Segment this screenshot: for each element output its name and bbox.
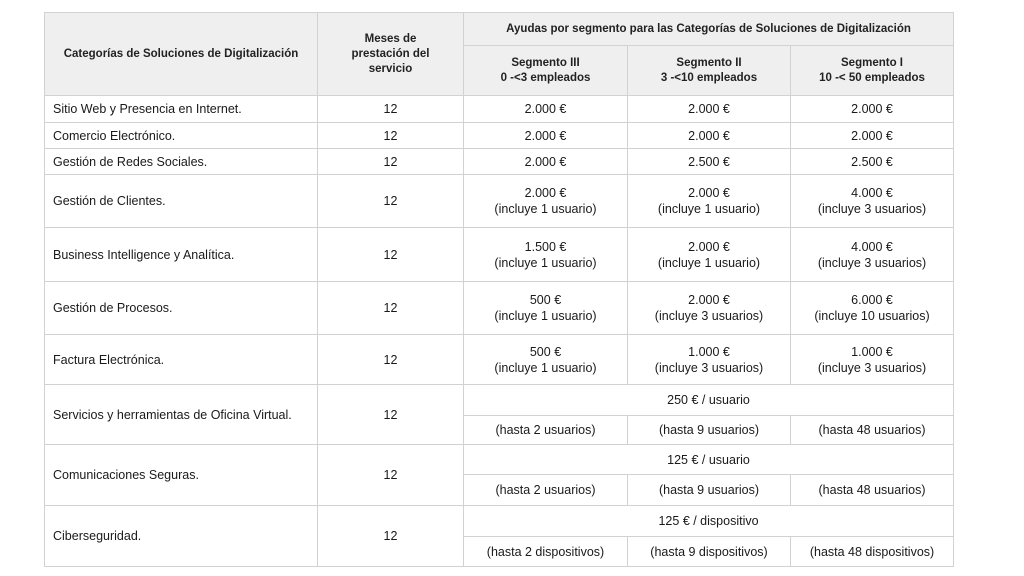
aid-cell bbox=[791, 96, 954, 123]
aid-amount: 2.000 € bbox=[524, 186, 567, 200]
aid-cell bbox=[464, 96, 628, 123]
months-cell: 12 bbox=[318, 175, 464, 228]
aid-cell bbox=[791, 123, 954, 149]
aid-amount: 2.000 € bbox=[524, 154, 567, 169]
limit-cell: (hasta 48 usuarios) bbox=[791, 475, 954, 506]
limit-cell: (hasta 2 dispositivos) bbox=[464, 537, 628, 567]
aid-note: (incluye 1 usuario) bbox=[657, 202, 761, 216]
unit-price-cell: 125 € / usuario bbox=[464, 445, 954, 475]
digitalization-aid-table bbox=[44, 12, 954, 567]
aid-cell bbox=[464, 123, 628, 149]
limit-cell: (hasta 48 usuarios) bbox=[791, 416, 954, 445]
aid-amount: 1.000 € bbox=[851, 344, 893, 359]
table-row bbox=[45, 445, 954, 475]
segment-name: Segmento III bbox=[511, 56, 580, 69]
aid-amount: 2.000 € bbox=[524, 128, 567, 143]
aid-amount: 2.000 € bbox=[851, 128, 893, 143]
months-cell: 12 bbox=[318, 506, 464, 567]
table-row bbox=[45, 506, 954, 537]
months-cell: 12 bbox=[318, 96, 464, 123]
table-row bbox=[45, 228, 954, 282]
aid-note: (incluye 3 usuarios) bbox=[817, 360, 927, 375]
aid-amount: 2.000 € bbox=[688, 186, 730, 200]
category-cell: Business Intelligence y Analítica. bbox=[45, 228, 318, 282]
months-cell: 12 bbox=[318, 228, 464, 282]
months-cell: 12 bbox=[318, 335, 464, 385]
table-row bbox=[45, 96, 954, 123]
aid-note: (incluye 3 usuarios) bbox=[817, 202, 927, 216]
header-segment bbox=[464, 46, 628, 96]
table-row bbox=[45, 385, 954, 416]
unit-price-cell: 125 € / dispositivo bbox=[464, 506, 954, 537]
aid-cell bbox=[464, 282, 628, 335]
aid-cell bbox=[628, 175, 791, 228]
months-cell: 12 bbox=[318, 282, 464, 335]
aid-cell bbox=[628, 282, 791, 335]
aid-amount: 6.000 € bbox=[851, 293, 893, 307]
aid-amount: 2.000 € bbox=[688, 128, 730, 143]
category-cell: Factura Electrónica. bbox=[45, 335, 318, 385]
aid-note: (incluye 3 usuarios) bbox=[817, 255, 927, 270]
category-cell: Gestión de Procesos. bbox=[45, 282, 318, 335]
aid-amount: 2.000 € bbox=[688, 293, 730, 307]
limit-cell: (hasta 2 usuarios) bbox=[464, 475, 628, 506]
header-category: Categorías de Soluciones de Digitalización bbox=[45, 13, 318, 96]
aid-amount: 1.000 € bbox=[688, 344, 730, 359]
aid-note: (incluye 3 usuarios) bbox=[654, 309, 764, 323]
months-cell: 12 bbox=[318, 385, 464, 445]
months-cell: 12 bbox=[318, 149, 464, 175]
aid-amount: 500 € bbox=[529, 344, 562, 359]
aid-cell bbox=[628, 149, 791, 175]
category-cell: Sitio Web y Presencia en Internet. bbox=[45, 96, 318, 123]
category-cell: Gestión de Clientes. bbox=[45, 175, 318, 228]
aid-cell bbox=[791, 335, 954, 385]
segment-range: 3 -<10 empleados bbox=[660, 71, 758, 84]
limit-cell: (hasta 9 usuarios) bbox=[628, 475, 791, 506]
aid-amount: 1.500 € bbox=[524, 239, 567, 254]
category-cell: Comercio Electrónico. bbox=[45, 123, 318, 149]
aid-cell bbox=[628, 228, 791, 282]
table-row bbox=[45, 123, 954, 149]
header-segment bbox=[791, 46, 954, 96]
segment-range: 0 -<3 empleados bbox=[500, 71, 591, 84]
aid-note: (incluye 10 usuarios) bbox=[814, 309, 930, 323]
aid-cell bbox=[791, 228, 954, 282]
table-row bbox=[45, 175, 954, 228]
aid-cell bbox=[464, 175, 628, 228]
table-row bbox=[45, 335, 954, 385]
header-months-label: Meses de prestación del servicio bbox=[351, 32, 430, 75]
aid-amount: 500 € bbox=[529, 293, 562, 307]
aid-note: (incluye 3 usuarios) bbox=[654, 360, 764, 375]
aid-cell bbox=[628, 335, 791, 385]
limit-cell: (hasta 9 usuarios) bbox=[628, 416, 791, 445]
limit-cell: (hasta 48 dispositivos) bbox=[791, 537, 954, 567]
aid-cell bbox=[464, 335, 628, 385]
category-cell: Gestión de Redes Sociales. bbox=[45, 149, 318, 175]
segment-name: Segmento I bbox=[841, 56, 903, 69]
aid-amount: 2.000 € bbox=[851, 102, 893, 116]
aid-note: (incluye 1 usuario) bbox=[657, 255, 761, 270]
aid-cell bbox=[628, 96, 791, 123]
aid-amount: 2.500 € bbox=[851, 154, 893, 169]
aid-cell bbox=[791, 175, 954, 228]
unit-price-cell: 250 € / usuario bbox=[464, 385, 954, 416]
aid-amount: 2.500 € bbox=[688, 154, 730, 169]
aid-amount: 2.000 € bbox=[688, 239, 730, 254]
aid-cell bbox=[791, 282, 954, 335]
category-cell: Comunicaciones Seguras. bbox=[45, 445, 318, 506]
aid-amount: 4.000 € bbox=[851, 186, 893, 200]
table-row bbox=[45, 149, 954, 175]
aid-note: (incluye 1 usuario) bbox=[494, 360, 597, 375]
limit-cell: (hasta 9 dispositivos) bbox=[628, 537, 791, 567]
aid-cell bbox=[791, 149, 954, 175]
aid-amount: 2.000 € bbox=[688, 102, 730, 116]
segment-name: Segmento II bbox=[676, 56, 742, 69]
limit-cell: (hasta 2 usuarios) bbox=[464, 416, 628, 445]
aid-note: (incluye 1 usuario) bbox=[494, 255, 597, 270]
header-months bbox=[318, 13, 464, 96]
table-row bbox=[45, 282, 954, 335]
aid-note: (incluye 1 usuario) bbox=[494, 309, 597, 323]
aid-cell bbox=[464, 149, 628, 175]
aid-cell bbox=[464, 228, 628, 282]
aid-amount: 2.000 € bbox=[524, 102, 567, 116]
aid-cell bbox=[628, 123, 791, 149]
category-cell: Ciberseguridad. bbox=[45, 506, 318, 567]
aid-note: (incluye 1 usuario) bbox=[494, 202, 597, 216]
header-segment-group: Ayudas por segmento para las Categorías de Soluciones de Digitalización bbox=[464, 13, 954, 46]
segment-range: 10 -< 50 empleados bbox=[819, 71, 925, 84]
category-cell: Servicios y herramientas de Oficina Virtual. bbox=[45, 385, 318, 445]
months-cell: 12 bbox=[318, 123, 464, 149]
aid-amount: 4.000 € bbox=[851, 239, 893, 254]
header-segment bbox=[628, 46, 791, 96]
months-cell: 12 bbox=[318, 445, 464, 506]
